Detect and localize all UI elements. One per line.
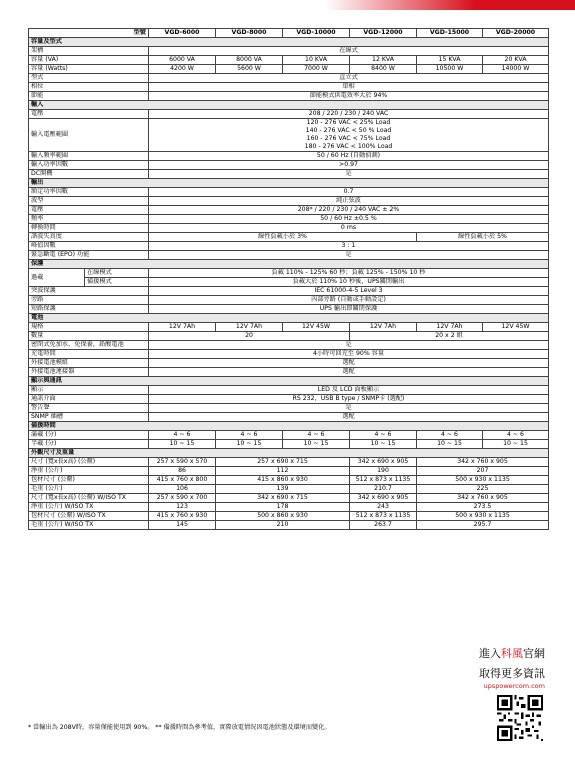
row-label: 型式 <box>29 74 149 83</box>
model-name: VGD-6000 <box>149 29 216 38</box>
cell: 139 <box>216 485 350 494</box>
row-value: 0 ms <box>149 224 549 233</box>
row-label: 緊急斷電 (EPO) 功能 <box>29 251 149 260</box>
row-value: 純正弦波 <box>149 197 549 206</box>
row-label: 節能 <box>29 92 149 101</box>
row-value: 3 : 1 <box>149 242 549 251</box>
cell: 415 x 860 x 930 <box>216 476 350 485</box>
row-label: 淨重 (公斤) <box>29 467 149 476</box>
range-line: 120 - 276 VAC < 25% Load <box>306 119 391 126</box>
cell: 342 x 690 x 905 <box>350 494 417 503</box>
cell: 10 ~ 15 <box>283 440 350 449</box>
row-label: 波型 <box>29 197 149 206</box>
promo-line-1 <box>425 645 545 661</box>
section-input: 輸入 <box>29 101 549 110</box>
row-value: 是 <box>149 170 549 179</box>
cell: 207 <box>417 467 549 476</box>
row-label: 諧波失真度 <box>29 233 149 242</box>
cell: 225 <box>417 485 549 494</box>
cell: 10 ~ 15 <box>483 440 549 449</box>
row-label: 過載 <box>29 269 85 287</box>
row-label: SNMP 插槽 <box>29 413 149 422</box>
row-label: 淨重 (公斤) W/ISO TX <box>29 503 149 512</box>
row-value: 50 / 60 Hz (自動偵測) <box>149 152 549 161</box>
row-label: 規格 <box>29 323 149 332</box>
spec-table <box>28 28 549 530</box>
row-label: 包材尺寸 (公釐) W/ISO TX <box>29 512 149 521</box>
cell: 10 ~ 15 <box>417 440 483 449</box>
row-value: 負載 110% - 125% 60 秒；負載 125% - 150% 10 秒 <box>149 269 549 278</box>
row-value: 負載大於 110% 10 秒後，UPS關閉輸出 <box>149 278 549 287</box>
row-label: 密閉式免加水，免保養，鉛酸電池 <box>29 341 149 350</box>
cell: 500 x 930 x 1135 <box>417 512 549 521</box>
cell: 10 KVA <box>283 56 350 65</box>
row-label: 輸入頻率範圍 <box>29 152 149 161</box>
cell: 10500 W <box>417 65 483 74</box>
cell: 4200 W <box>149 65 216 74</box>
row-value: 是 <box>149 404 549 413</box>
cell: 4 ~ 6 <box>216 431 283 440</box>
row-value <box>149 119 549 152</box>
cell: 243 <box>350 503 417 512</box>
cell: 12V 45W <box>283 323 350 332</box>
cell: 10 ~ 15 <box>149 440 216 449</box>
row-label: 峰值因數 <box>29 242 149 251</box>
row-value: UPS 輸出即關閉保護 <box>149 305 549 314</box>
row-label: 電壓 <box>29 206 149 215</box>
row-value: 在線式 <box>149 47 549 56</box>
cell: 8400 W <box>350 65 417 74</box>
row-label: 頻率 <box>29 215 149 224</box>
row-value: 20 <box>149 332 350 341</box>
cell: 20 KVA <box>483 56 549 65</box>
promo-line-2: 取得更多資訊 <box>479 667 545 680</box>
row-label: 半載 (分) <box>29 440 149 449</box>
cell: 12V 7Ah <box>149 323 216 332</box>
promo-text: 進入 <box>479 647 501 660</box>
model-name: VGD-20000 <box>483 29 549 38</box>
footnote: * 當輸出為 208V時，容量僅能使用到 90%。 ** 備援時間為參考值，實際放電情況因電池狀態及環境而變化。 <box>28 724 331 731</box>
row-value: 選配 <box>149 413 549 422</box>
cell: 178 <box>216 503 350 512</box>
cell: 10 ~ 15 <box>350 440 417 449</box>
cell: 12V 7Ah <box>216 323 283 332</box>
qr-code-icon <box>497 695 543 741</box>
cell: 190 <box>350 467 417 476</box>
cell: 342 x 760 x 905 <box>417 458 549 467</box>
cell: 512 x 873 x 1135 <box>350 512 417 521</box>
website-link[interactable]: upspowercom.com <box>483 682 545 690</box>
cell: 12V 7Ah <box>417 323 483 332</box>
row-value: 4小時可回充至 90% 容量 <box>149 350 549 359</box>
section-battery: 電池 <box>29 314 549 323</box>
cell: 106 <box>149 485 216 494</box>
cell: 145 <box>149 521 216 530</box>
cell: 12V 7Ah <box>350 323 417 332</box>
row-label: 相位 <box>29 83 149 92</box>
cell: 500 x 930 x 1135 <box>417 476 549 485</box>
row-value: 線性負載小於 5% <box>417 233 549 242</box>
cell: 342 x 760 x 905 <box>417 494 549 503</box>
row-label: 突波保護 <box>29 287 149 296</box>
cell: 4 ~ 6 <box>350 431 417 440</box>
cell: 210.7 <box>350 485 417 494</box>
row-value: >0.97 <box>149 161 549 170</box>
cell: 7000 W <box>283 65 350 74</box>
section-output: 輸出 <box>29 179 549 188</box>
row-label: 包材尺寸 (公釐) <box>29 476 149 485</box>
cell: 500 x 860 x 930 <box>216 512 350 521</box>
row-label: 輸入功率因數 <box>29 161 149 170</box>
cell: 86 <box>149 467 216 476</box>
cell: 112 <box>216 467 350 476</box>
row-value: 選配 <box>149 359 549 368</box>
cell: 415 x 760 x 800 <box>149 476 216 485</box>
section-protection: 保護 <box>29 260 549 269</box>
cell: 12 KVA <box>350 56 417 65</box>
row-value: 208 / 220 / 230 / 240 VAC <box>149 110 549 119</box>
cell: 342 x 690 x 715 <box>216 494 350 503</box>
row-value: 線性負載小於 3% <box>149 233 417 242</box>
cell: 10 ~ 15 <box>216 440 283 449</box>
row-label: 充電時間 <box>29 350 149 359</box>
cell: 4 ~ 6 <box>283 431 350 440</box>
range-line: 160 - 276 VAC < 75% Load <box>306 135 391 142</box>
row-label: 容量 (Watts) <box>29 65 149 74</box>
cell: 4 ~ 6 <box>483 431 549 440</box>
row-value: 單相 <box>149 83 549 92</box>
row-value: 是 <box>149 341 549 350</box>
row-label: 輸入電壓範圍 <box>29 119 149 152</box>
row-label: 旁路 <box>29 296 149 305</box>
model-name: VGD-12000 <box>350 29 417 38</box>
row-value: 選配 <box>149 368 549 377</box>
row-value: 節能模式供電效率大於 94% <box>149 92 549 101</box>
cell: 210 <box>216 521 350 530</box>
cell: 257 x 690 x 715 <box>216 458 350 467</box>
row-label: 電壓 <box>29 110 149 119</box>
row-label: 通訊介面 <box>29 395 149 404</box>
row-label: 尺寸 (寬x長x高) (公釐) W/ISO TX <box>29 494 149 503</box>
cell: 263.7 <box>350 521 417 530</box>
row-label: 短路保護 <box>29 305 149 314</box>
brand-name: 科風 <box>501 647 523 660</box>
model-name: VGD-8000 <box>216 29 283 38</box>
row-label: 顯示 <box>29 386 149 395</box>
cell: 14000 W <box>483 65 549 74</box>
cell: 4 ~ 6 <box>417 431 483 440</box>
row-label: 轉換時間 <box>29 224 149 233</box>
row-value: IEC 61000-4-5 Level 3 <box>149 287 549 296</box>
cell: 512 x 873 x 1135 <box>350 476 417 485</box>
row-value: 208* / 220 / 230 / 240 VAC ± 2% <box>149 206 549 215</box>
cell: 342 x 690 x 905 <box>350 458 417 467</box>
mode-label: 在線模式 <box>85 269 149 278</box>
row-value: LED 及 LCD 面板顯示 <box>149 386 549 395</box>
section-display: 顯示與通訊 <box>29 377 549 386</box>
website-promo <box>425 645 545 690</box>
model-name: VGD-15000 <box>417 29 483 38</box>
cell: 257 x 590 x 570 <box>149 458 216 467</box>
cell: 12V 45W <box>483 323 549 332</box>
mode-label: 備援模式 <box>85 278 149 287</box>
promo-text: 官網 <box>523 647 545 660</box>
row-value: RS 232，USB B type / SNMP卡 (選配) <box>149 395 549 404</box>
row-label: 毛重 (公斤) W/ISO TX <box>29 521 149 530</box>
row-label: 數量 <box>29 332 149 341</box>
row-label: 外接電池連接器 <box>29 368 149 377</box>
row-label: 毛重 (公斤) <box>29 485 149 494</box>
row-label: 架構 <box>29 47 149 56</box>
row-label: 尺寸 (寬x長x高) (公釐) <box>29 458 149 467</box>
cell: 15 KVA <box>417 56 483 65</box>
section-capacity: 容量及型式 <box>29 38 549 47</box>
row-label: 滿載 (分) <box>29 431 149 440</box>
row-value: 50 / 60 Hz ±0.5 % <box>149 215 549 224</box>
cell: 5600 W <box>216 65 283 74</box>
row-label: DC開機 <box>29 170 149 179</box>
range-line: 140 - 276 VAC < 50 % Load <box>305 127 392 134</box>
row-label: 外接電池模組 <box>29 359 149 368</box>
row-value: 是 <box>149 251 549 260</box>
cell: 123 <box>149 503 216 512</box>
row-label: 警告聲 <box>29 404 149 413</box>
cell: 4 ~ 6 <box>149 431 216 440</box>
cell: 6000 VA <box>149 56 216 65</box>
cell: 257 x 590 x 700 <box>149 494 216 503</box>
model-label: 型號 <box>29 29 149 38</box>
row-value: 0.7 <box>149 188 549 197</box>
cell: 273.5 <box>417 503 549 512</box>
section-backup: 備援時間 <box>29 422 549 431</box>
row-value: 20 x 2 組 <box>350 332 549 341</box>
row-label: 額定功率因數 <box>29 188 149 197</box>
cell: 415 x 760 x 930 <box>149 512 216 521</box>
model-name: VGD-10000 <box>283 29 350 38</box>
cell: 8000 VA <box>216 56 283 65</box>
cell: 295.7 <box>417 521 549 530</box>
top-red-bar <box>325 0 575 10</box>
header-row <box>29 29 549 38</box>
row-value: 內部旁路 (自動或手動設定) <box>149 296 549 305</box>
row-label: 容量 (VA) <box>29 56 149 65</box>
range-line: 180 - 276 VAC < 100% Load <box>304 143 393 150</box>
section-dims: 外觀尺寸及重量 <box>29 449 549 458</box>
row-value: 直立式 <box>149 74 549 83</box>
